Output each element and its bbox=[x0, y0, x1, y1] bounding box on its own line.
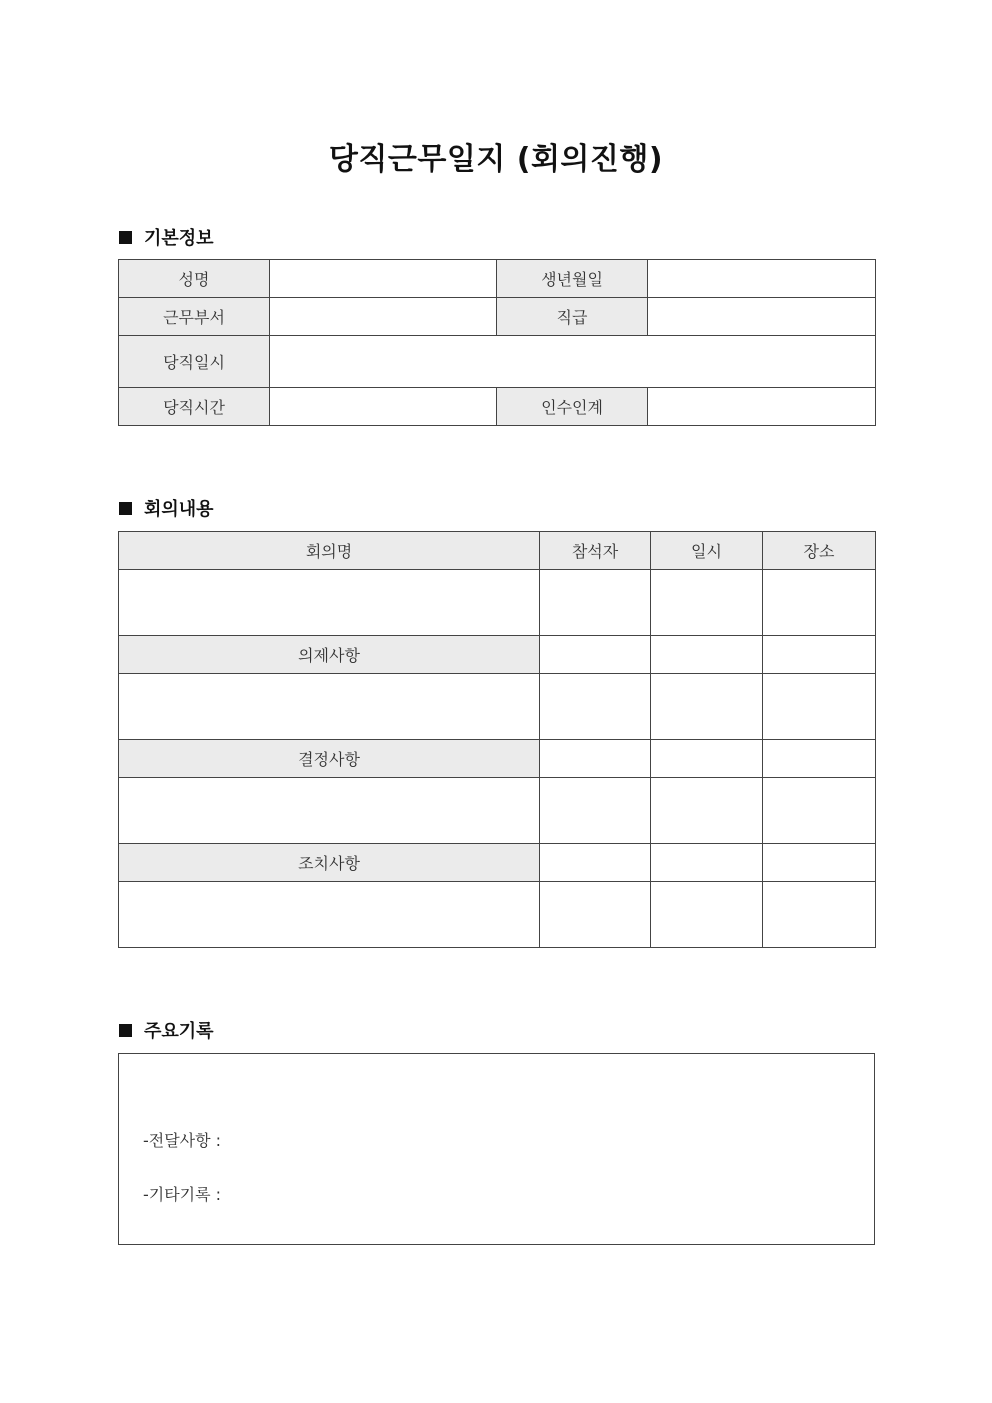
header-location: 장소 bbox=[763, 532, 876, 570]
handover-field[interactable] bbox=[648, 388, 876, 426]
table-cell[interactable] bbox=[540, 882, 651, 948]
location-field[interactable] bbox=[763, 570, 876, 636]
section-title-meeting: 회의내용 bbox=[144, 499, 214, 520]
label-handover: 인수인계 bbox=[497, 388, 648, 426]
header-attendees: 참석자 bbox=[540, 532, 651, 570]
label-actions: 조치사항 bbox=[119, 844, 540, 882]
square-bullet-icon bbox=[119, 502, 132, 515]
label-birth: 생년월일 bbox=[497, 260, 648, 298]
label-rank: 직급 bbox=[497, 298, 648, 336]
duty-time-field[interactable] bbox=[270, 388, 497, 426]
record-delivery-label: -전달사항 : bbox=[143, 1131, 222, 1150]
section-heading-records bbox=[119, 1017, 214, 1043]
meeting-table bbox=[118, 531, 876, 948]
decisions-field[interactable] bbox=[119, 778, 540, 844]
table-cell[interactable] bbox=[651, 882, 763, 948]
table-cell[interactable] bbox=[651, 778, 763, 844]
section-title-records: 주요기록 bbox=[144, 1021, 214, 1042]
label-name: 성명 bbox=[119, 260, 270, 298]
birth-field[interactable] bbox=[648, 260, 876, 298]
table-cell[interactable] bbox=[763, 882, 876, 948]
table-cell[interactable] bbox=[651, 844, 763, 882]
section-title-basic: 기본정보 bbox=[144, 228, 214, 249]
table-cell[interactable] bbox=[540, 636, 651, 674]
agenda-field[interactable] bbox=[119, 674, 540, 740]
attendees-field[interactable] bbox=[540, 570, 651, 636]
duty-date-field[interactable] bbox=[270, 336, 876, 388]
datetime-field[interactable] bbox=[651, 570, 763, 636]
meeting-name-field[interactable] bbox=[119, 570, 540, 636]
header-datetime: 일시 bbox=[651, 532, 763, 570]
label-decisions: 결정사항 bbox=[119, 740, 540, 778]
table-cell[interactable] bbox=[763, 636, 876, 674]
table-cell[interactable] bbox=[763, 778, 876, 844]
table-cell[interactable] bbox=[651, 636, 763, 674]
table-cell[interactable] bbox=[540, 740, 651, 778]
table-cell[interactable] bbox=[540, 844, 651, 882]
table-cell[interactable] bbox=[540, 674, 651, 740]
section-heading-basic bbox=[119, 224, 214, 250]
table-cell[interactable] bbox=[540, 778, 651, 844]
basic-info-table bbox=[118, 259, 876, 426]
label-department: 근무부서 bbox=[119, 298, 270, 336]
record-other-label: -기타기록 : bbox=[143, 1185, 222, 1204]
rank-field[interactable] bbox=[648, 298, 876, 336]
name-field[interactable] bbox=[270, 260, 497, 298]
records-box[interactable] bbox=[118, 1053, 875, 1245]
square-bullet-icon bbox=[119, 231, 132, 244]
table-cell[interactable] bbox=[763, 844, 876, 882]
label-agenda: 의제사항 bbox=[119, 636, 540, 674]
square-bullet-icon bbox=[119, 1024, 132, 1037]
label-duty-date: 당직일시 bbox=[119, 336, 270, 388]
department-field[interactable] bbox=[270, 298, 497, 336]
page-title: 당직근무일지 (회의진행) bbox=[328, 142, 664, 177]
table-cell[interactable] bbox=[763, 674, 876, 740]
label-duty-time: 당직시간 bbox=[119, 388, 270, 426]
table-cell[interactable] bbox=[763, 740, 876, 778]
actions-field[interactable] bbox=[119, 882, 540, 948]
table-cell[interactable] bbox=[651, 740, 763, 778]
table-cell[interactable] bbox=[651, 674, 763, 740]
section-heading-meeting bbox=[119, 495, 214, 521]
header-meeting-name: 회의명 bbox=[119, 532, 540, 570]
